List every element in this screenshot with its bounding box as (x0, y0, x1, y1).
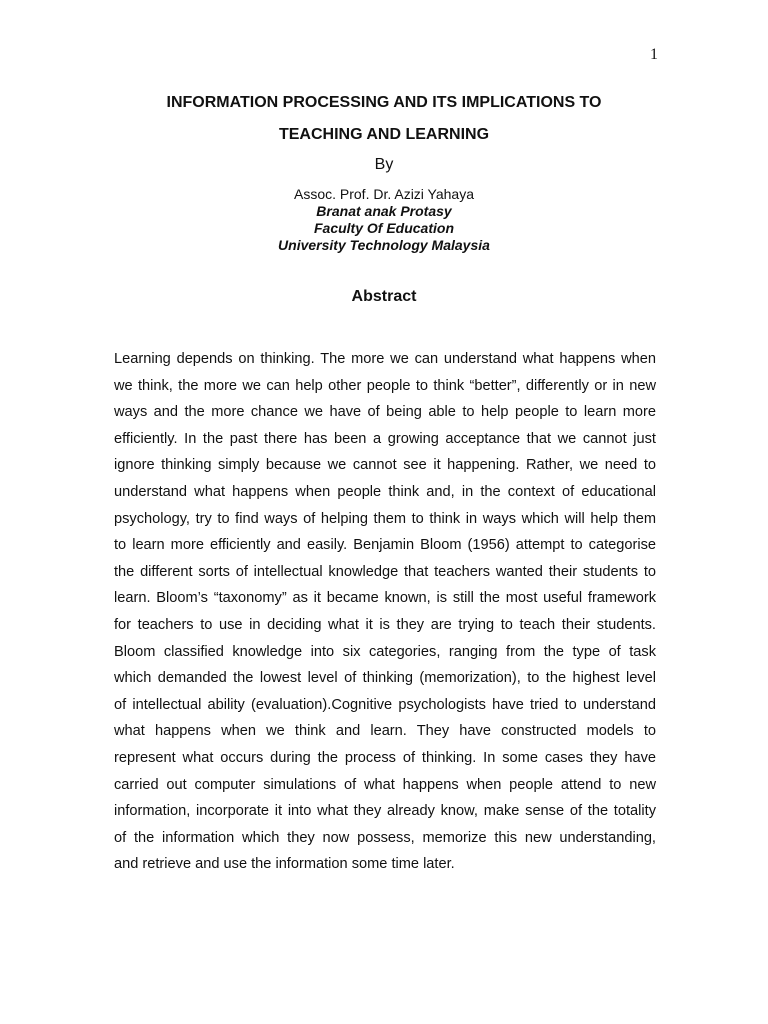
abstract-line: information, incorporate it into what they already know, make sense of the totality (114, 803, 656, 820)
abstract-body (114, 346, 656, 878)
abstract-line: efficiently. In the past there has been a growing acceptance that we cannot just (114, 430, 656, 447)
abstract-line: for teachers to use in deciding what it is they are trying to teach their students. (114, 616, 656, 633)
university-name: University Technology Malaysia (278, 237, 490, 253)
abstract-line: Bloom classified knowledge into six categories, ranging from the type of task (114, 643, 656, 660)
abstract-line: ways and the more chance we have of being able to help people to learn more (114, 404, 656, 421)
abstract-line: understand what happens when people think and, in the context of educational (114, 483, 656, 500)
abstract-line: to learn more efficiently and easily. Benjamin Bloom (1956) attempt to categorise (114, 537, 656, 554)
page-number: 1 (650, 46, 658, 63)
abstract-line: we think, the more we can help other people to think “better”, differently or in new (114, 377, 656, 394)
title-line-1: INFORMATION PROCESSING AND ITS IMPLICATIONS TO (166, 94, 602, 111)
abstract-line: and retrieve and use the information some time later. (114, 856, 455, 873)
by-label: By (374, 156, 394, 173)
faculty-name: Faculty Of Education (313, 220, 454, 236)
abstract-line: represent what occurs during the process of thinking. In some cases they have (114, 749, 656, 766)
abstract-line: of intellectual ability (evaluation).Cognitive psychologists have tried to understand (114, 696, 656, 713)
abstract-line: psychology, try to find ways of helping them to think in ways which will help them (114, 510, 656, 527)
author-block (0, 186, 768, 254)
abstract-line: what happens when we think and learn. They have constructed models to (114, 723, 656, 740)
abstract-line: which demanded the lowest level of thinking (memorization), to the highest level (114, 670, 656, 687)
abstract-heading: Abstract (351, 288, 417, 305)
abstract-line: the different sorts of intellectual knowledge that teachers wanted their students to (114, 563, 656, 580)
abstract-line: ignore thinking simply because we cannot see it happening. Rather, we need to (114, 457, 656, 474)
title-line-2: TEACHING AND LEARNING (278, 126, 490, 143)
abstract-line: Learning depends on thinking. The more we can understand what happens when (114, 351, 656, 367)
abstract-line: carried out computer simulations of what happens when people attend to new (114, 776, 656, 793)
abstract-line: of the information which they now possess, memorize this new understanding, (114, 829, 656, 846)
abstract-line: learn. Bloom’s “taxonomy” as it became known, is still the most useful framework (114, 590, 656, 607)
author-name: Assoc. Prof. Dr. Azizi Yahaya (293, 186, 474, 202)
co-author-name: Branat anak Protasy (316, 203, 452, 219)
